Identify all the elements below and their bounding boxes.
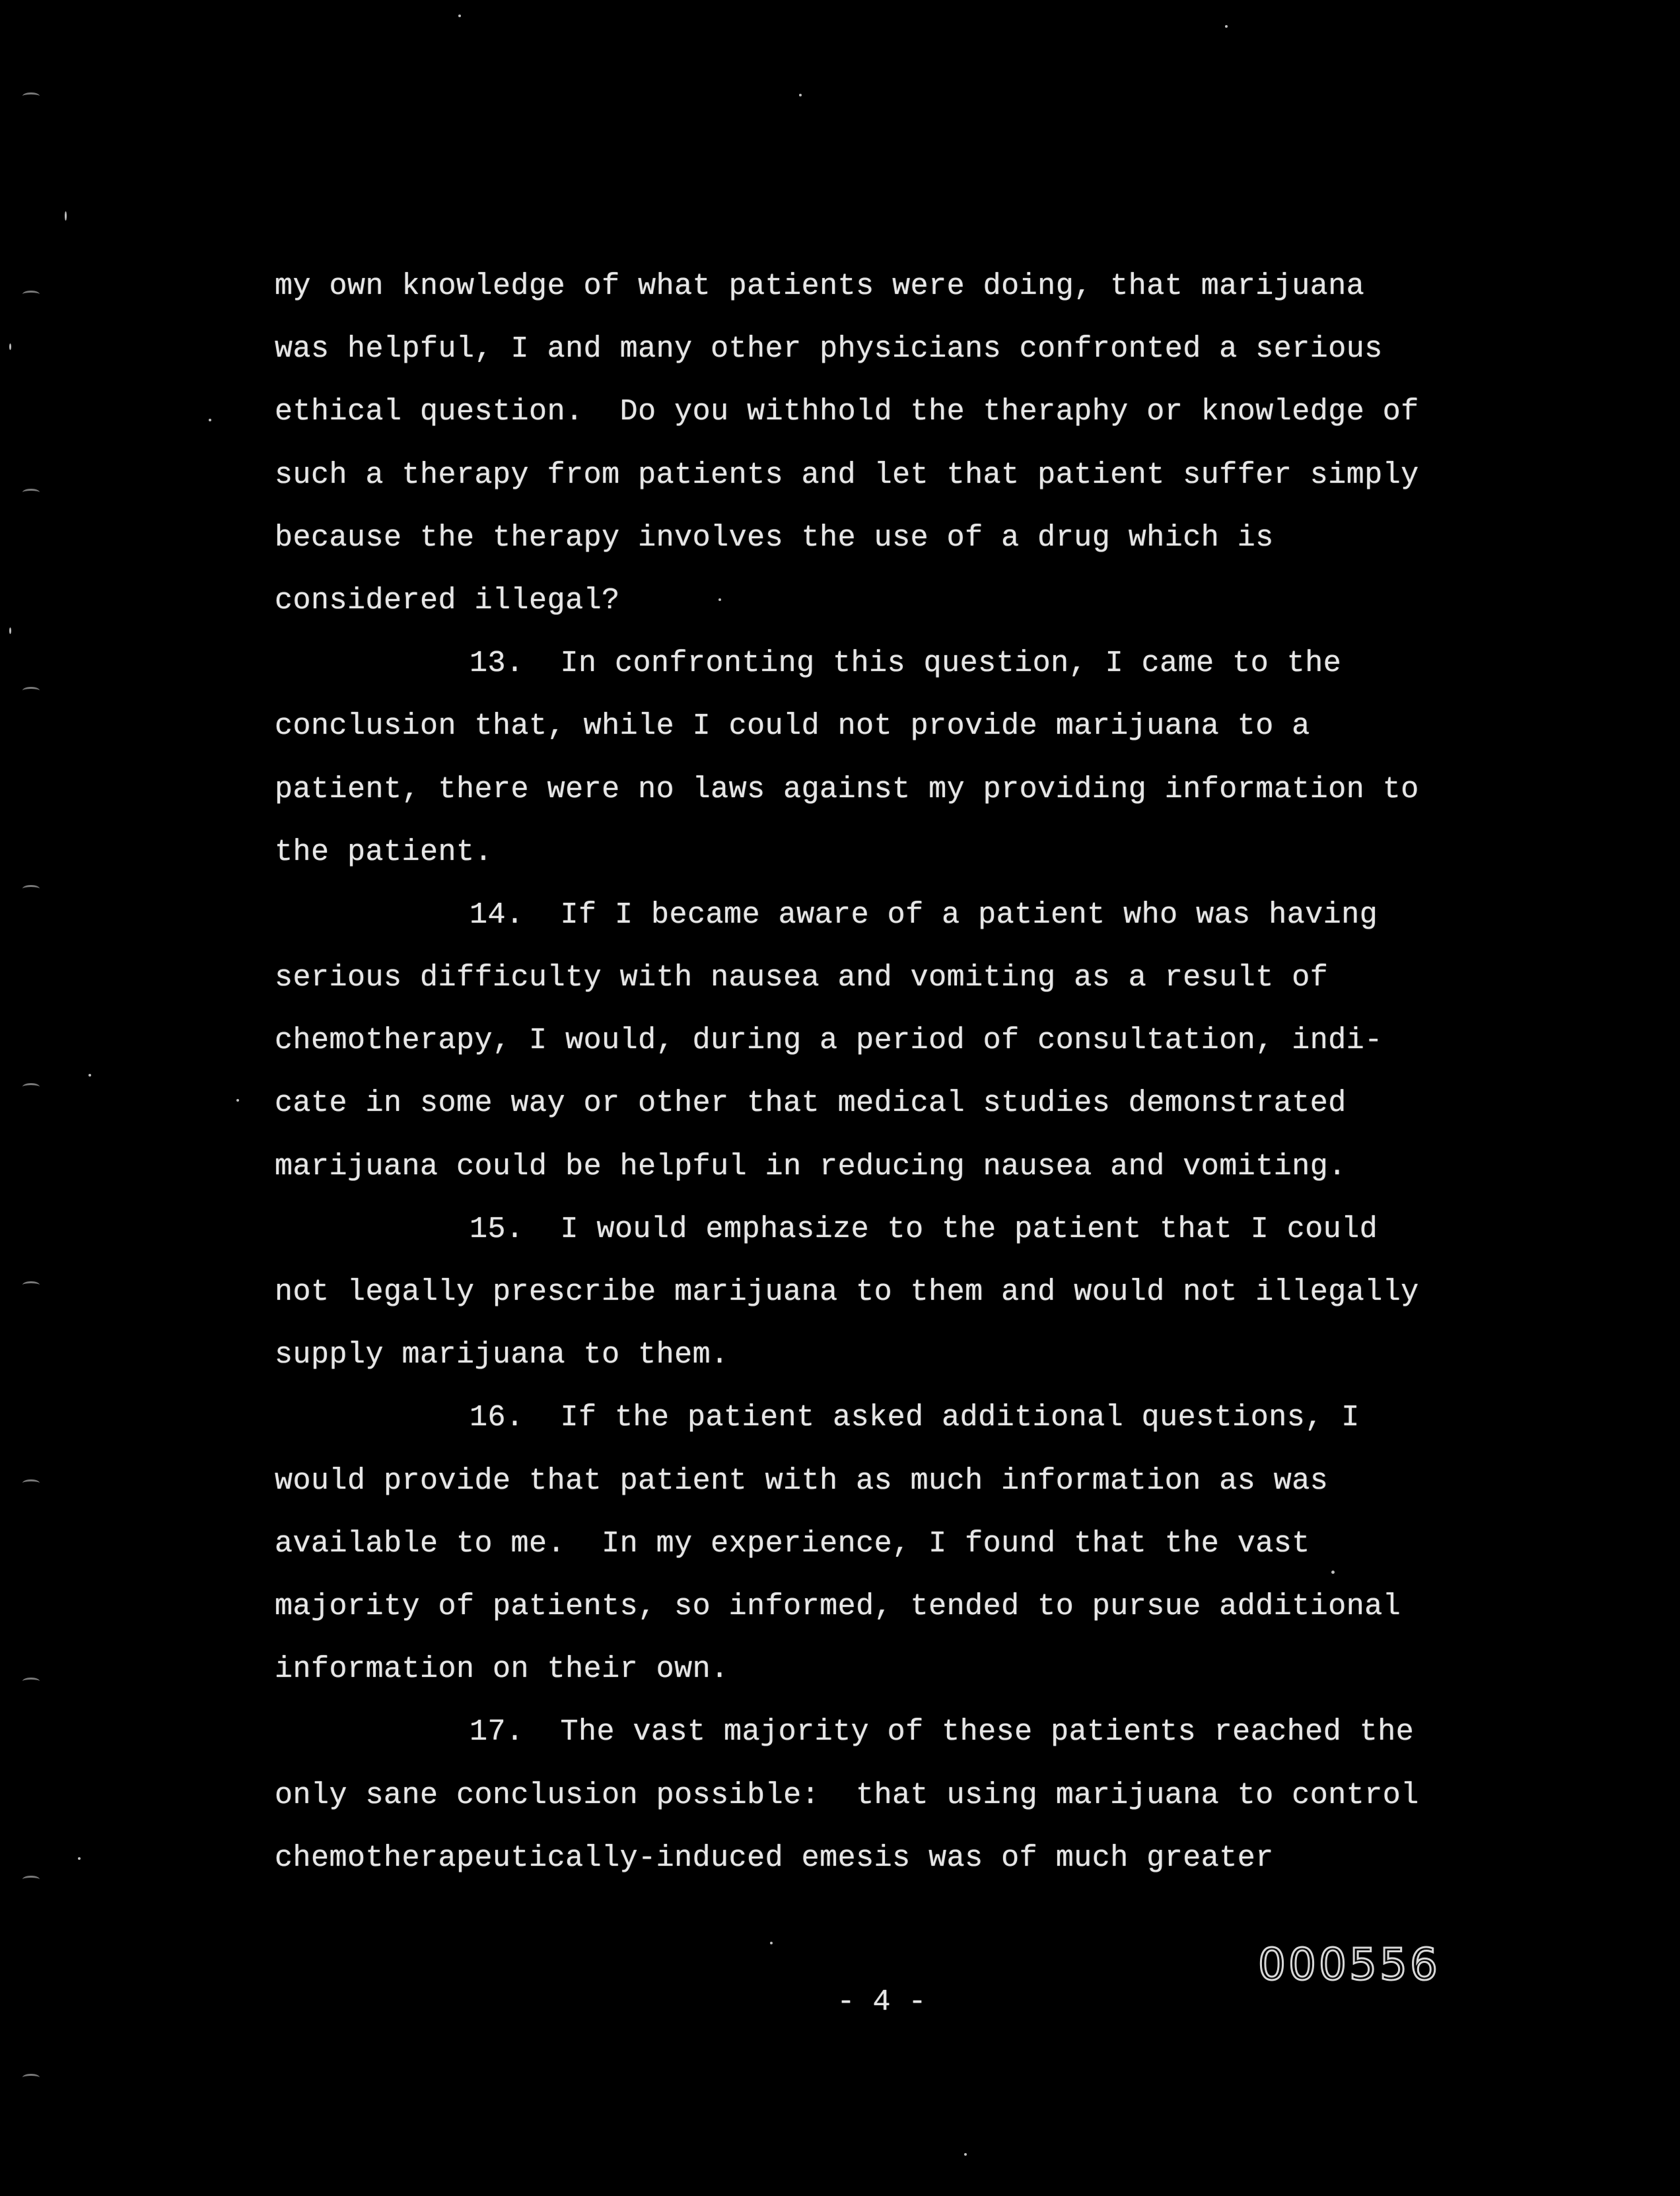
text-line: cate in some way or other that medical studies demonstrated <box>275 1086 1347 1121</box>
paragraph-16-start: 16. If the patient asked additional questions, I <box>470 1401 1360 1435</box>
scan-speck <box>209 419 211 421</box>
scan-speck <box>1225 25 1228 28</box>
scan-speck <box>78 1857 81 1860</box>
scan-margin-mark <box>22 1876 40 1883</box>
page-number: - 4 - <box>837 1985 927 2019</box>
text-line: was helpful, I and many other physicians confronted a serious <box>275 332 1383 367</box>
scan-speck <box>458 15 461 17</box>
text-line: would provide that patient with as much information as was <box>275 1464 1329 1498</box>
scan-margin-mark <box>22 1083 40 1090</box>
text-line: supply marijuana to them. <box>275 1338 729 1372</box>
scan-margin-mark <box>22 1479 40 1487</box>
paragraph-14-start: 14. If I became aware of a patient who was having <box>470 898 1378 932</box>
text-line: information on their own. <box>275 1652 729 1687</box>
paragraph-13-start: 13. In confronting this question, I came to the <box>470 647 1342 681</box>
text-line: marijuana could be helpful in reducing nausea and vomiting. <box>275 1149 1347 1184</box>
text-line: chemotherapy, I would, during a period of consultation, indi- <box>275 1024 1383 1058</box>
scan-speck <box>1331 1571 1335 1574</box>
scan-margin-mark <box>22 2074 40 2081</box>
text-line: available to me. In my experience, I found that the vast <box>275 1526 1310 1561</box>
text-line: such a therapy from patients and let that patient suffer simply <box>275 458 1419 492</box>
scan-margin-mark <box>22 1678 40 1685</box>
text-line: serious difficulty with nausea and vomiting as a result of <box>275 961 1329 995</box>
scan-speck <box>718 598 721 601</box>
scan-margin-mark <box>22 687 40 694</box>
paragraph-17-start: 17. The vast majority of these patients reached the <box>470 1715 1415 1750</box>
scan-margin-mark <box>22 92 40 100</box>
body-text <box>275 255 1503 1890</box>
scan-speck <box>9 343 11 350</box>
text-line: majority of patients, so informed, tended to pursue additional <box>275 1589 1401 1623</box>
text-line: chemotherapeutically-induced emesis was of much greater <box>275 1841 1274 1875</box>
scan-margin-mark <box>22 1281 40 1289</box>
scan-margin-mark <box>22 489 40 496</box>
text-line: ethical question. Do you withhold the theraphy or knowledge of <box>275 395 1419 429</box>
text-line: only sane conclusion possible: that using marijuana to control <box>275 1778 1419 1812</box>
text-line: considered illegal? <box>275 583 620 618</box>
scan-speck <box>88 1074 91 1077</box>
scan-speck <box>236 1099 239 1102</box>
text-line: patient, there were no laws against my providing information to <box>275 772 1419 806</box>
text-line: not legally prescribe marijuana to them and would not illegally <box>275 1275 1419 1309</box>
scan-speck <box>770 1942 773 1944</box>
scan-speck <box>65 211 67 221</box>
scan-margin-mark <box>22 291 40 298</box>
text-line: conclusion that, while I could not provide marijuana to a <box>275 709 1310 744</box>
paragraph-15-start: 15. I would emphasize to the patient that I could <box>470 1212 1378 1246</box>
text-line: my own knowledge of what patients were doing, that marijuana <box>275 269 1365 303</box>
scan-speck <box>964 2153 967 2156</box>
scan-margin-mark <box>22 885 40 892</box>
bates-number: 000556 <box>1258 1939 1440 1990</box>
text-line: because the therapy involves the use of a drug which is <box>275 520 1274 555</box>
text-line: the patient. <box>275 835 493 869</box>
scan-speck <box>799 94 802 96</box>
scan-speck <box>9 627 11 634</box>
